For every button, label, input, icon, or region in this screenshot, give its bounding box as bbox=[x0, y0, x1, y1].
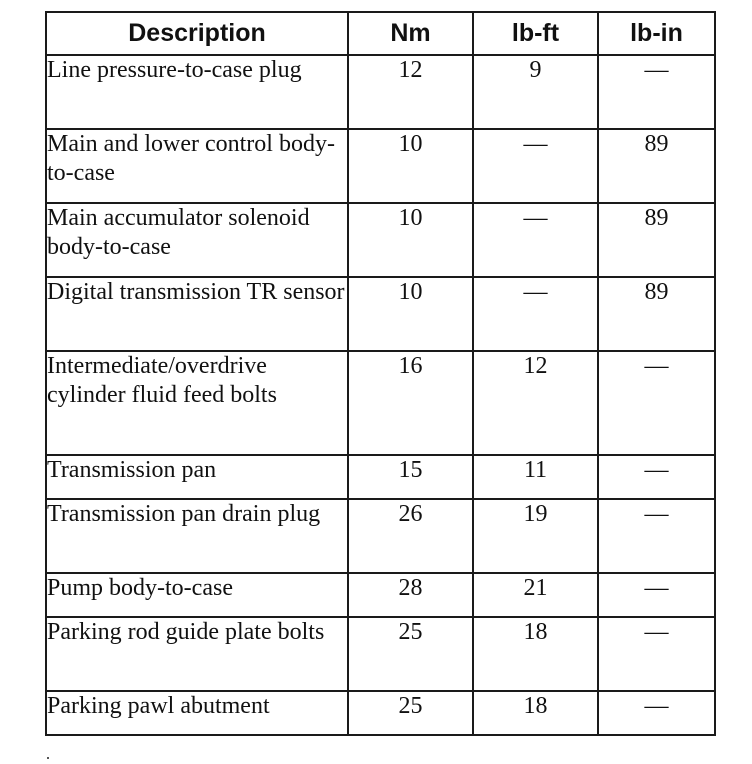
cell-lb-in: 89 bbox=[598, 277, 715, 351]
table-row bbox=[46, 455, 715, 499]
cell-description: Pump body-to-case bbox=[46, 573, 348, 617]
scan-speck bbox=[47, 757, 49, 759]
cell-lb-ft: 21 bbox=[473, 573, 598, 617]
cell-description: Digital transmission TR sensor bbox=[46, 277, 348, 351]
cell-lb-in: — bbox=[598, 573, 715, 617]
table-row bbox=[46, 55, 715, 129]
cell-nm: 10 bbox=[348, 129, 473, 203]
cell-lb-ft: — bbox=[473, 277, 598, 351]
header-lb-ft: lb-ft bbox=[473, 12, 598, 55]
cell-description: Intermediate/overdrive cylinder fluid feed bolts bbox=[46, 351, 348, 455]
cell-description: Main and lower control body-to-case bbox=[46, 129, 348, 203]
cell-lb-ft: 18 bbox=[473, 617, 598, 691]
cell-nm: 26 bbox=[348, 499, 473, 573]
header-lb-in: lb-in bbox=[598, 12, 715, 55]
table-row bbox=[46, 277, 715, 351]
cell-lb-in: — bbox=[598, 455, 715, 499]
header-description: Description bbox=[46, 12, 348, 55]
cell-nm: 16 bbox=[348, 351, 473, 455]
cell-nm: 15 bbox=[348, 455, 473, 499]
cell-description: Transmission pan bbox=[46, 455, 348, 499]
cell-description: Parking rod guide plate bolts bbox=[46, 617, 348, 691]
cell-lb-in: — bbox=[598, 499, 715, 573]
cell-lb-ft: 9 bbox=[473, 55, 598, 129]
cell-nm: 25 bbox=[348, 691, 473, 735]
cell-lb-in: — bbox=[598, 617, 715, 691]
cell-nm: 28 bbox=[348, 573, 473, 617]
header-nm: Nm bbox=[348, 12, 473, 55]
cell-description: Parking pawl abutment bbox=[46, 691, 348, 735]
table-row bbox=[46, 129, 715, 203]
cell-lb-ft: — bbox=[473, 203, 598, 277]
cell-description: Main accumulator solenoid body-to-case bbox=[46, 203, 348, 277]
table-row bbox=[46, 691, 715, 735]
torque-spec-table bbox=[45, 11, 716, 736]
cell-description: Line pressure-to-case plug bbox=[46, 55, 348, 129]
cell-lb-ft: 19 bbox=[473, 499, 598, 573]
cell-lb-in: — bbox=[598, 55, 715, 129]
cell-nm: 25 bbox=[348, 617, 473, 691]
cell-nm: 12 bbox=[348, 55, 473, 129]
table-row bbox=[46, 351, 715, 455]
cell-lb-ft: 11 bbox=[473, 455, 598, 499]
cell-nm: 10 bbox=[348, 277, 473, 351]
table-row bbox=[46, 617, 715, 691]
cell-lb-ft: — bbox=[473, 129, 598, 203]
cell-lb-ft: 18 bbox=[473, 691, 598, 735]
cell-lb-in: — bbox=[598, 351, 715, 455]
cell-lb-in: — bbox=[598, 691, 715, 735]
table-row bbox=[46, 203, 715, 277]
cell-lb-in: 89 bbox=[598, 129, 715, 203]
cell-nm: 10 bbox=[348, 203, 473, 277]
table-row bbox=[46, 573, 715, 617]
table-row bbox=[46, 499, 715, 573]
table-header-row bbox=[46, 12, 715, 55]
cell-description: Transmission pan drain plug bbox=[46, 499, 348, 573]
cell-lb-in: 89 bbox=[598, 203, 715, 277]
cell-lb-ft: 12 bbox=[473, 351, 598, 455]
